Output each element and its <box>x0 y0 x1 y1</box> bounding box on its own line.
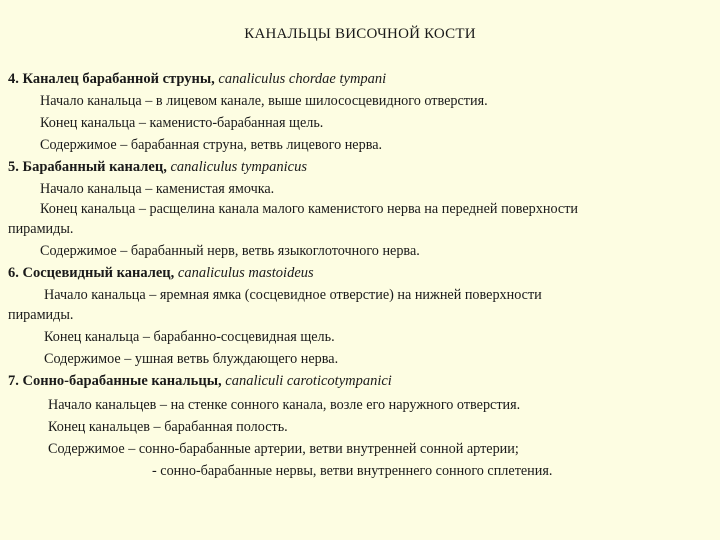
section-7-line-1: Начало канальцев – на стенке сонного канала, возле его наружного отверстия. <box>48 397 521 413</box>
section-heading-7 <box>8 372 392 390</box>
section-latin-name: canaliculi caroticotympanici <box>225 373 392 389</box>
section-heading-5 <box>8 158 307 176</box>
section-heading-text: 6. Сосцевидный каналец, <box>8 265 178 281</box>
section-4-line-2: Конец канальца – каменисто-барабанная щель. <box>40 115 324 131</box>
section-latin-name: canaliculus mastoideus <box>177 265 314 281</box>
section-7-line-3: Содержимое – сонно-барабанные артерии, ветви внутренней сонной артерии; <box>48 441 519 457</box>
section-heading-4 <box>8 70 386 88</box>
section-7-line-4: - сонно-барабанные нервы, ветви внутреннего сонного сплетения. <box>152 463 553 479</box>
section-heading-6 <box>8 264 314 282</box>
section-5-line-4: Содержимое – барабанный нерв, ветвь языкоглоточного нерва. <box>40 243 420 259</box>
section-5-line-2: Конец канальца – расщелина канала малого каменистого нерва на передней поверхности <box>40 201 578 217</box>
section-latin-name: canaliculus tympanicus <box>170 159 307 175</box>
section-7-line-2: Конец канальцев – барабанная полость. <box>48 419 288 435</box>
section-5-line-3: пирамиды. <box>8 221 74 237</box>
section-heading-text: 5. Барабанный каналец, <box>8 159 171 175</box>
section-4-line-1: Начало канальца – в лицевом канале, выше шилососцевидного отверстия. <box>40 93 488 109</box>
section-6-line-2: пирамиды. <box>8 307 74 323</box>
section-6-line-1: Начало канальца – яремная ямка (сосцевидное отверстие) на нижней поверхности <box>44 287 542 303</box>
section-4-line-3: Содержимое – барабанная струна, ветвь лицевого нерва. <box>40 137 383 153</box>
section-heading-text: 7. Сонно-барабанные канальцы, <box>8 373 226 389</box>
slide-title: КАНАЛЬЦЫ ВИСОЧНОЙ КОСТИ <box>244 26 476 42</box>
section-6-line-4: Содержимое – ушная ветвь блуждающего нерва. <box>44 351 339 367</box>
section-6-line-3: Конец канальца – барабанно-сосцевидная щель. <box>44 329 335 345</box>
section-5-line-1: Начало канальца – каменистая ямочка. <box>40 181 275 197</box>
section-heading-text: 4. Каналец барабанной струны, <box>8 71 219 87</box>
section-latin-name: canaliculus chordae tympani <box>218 71 387 87</box>
